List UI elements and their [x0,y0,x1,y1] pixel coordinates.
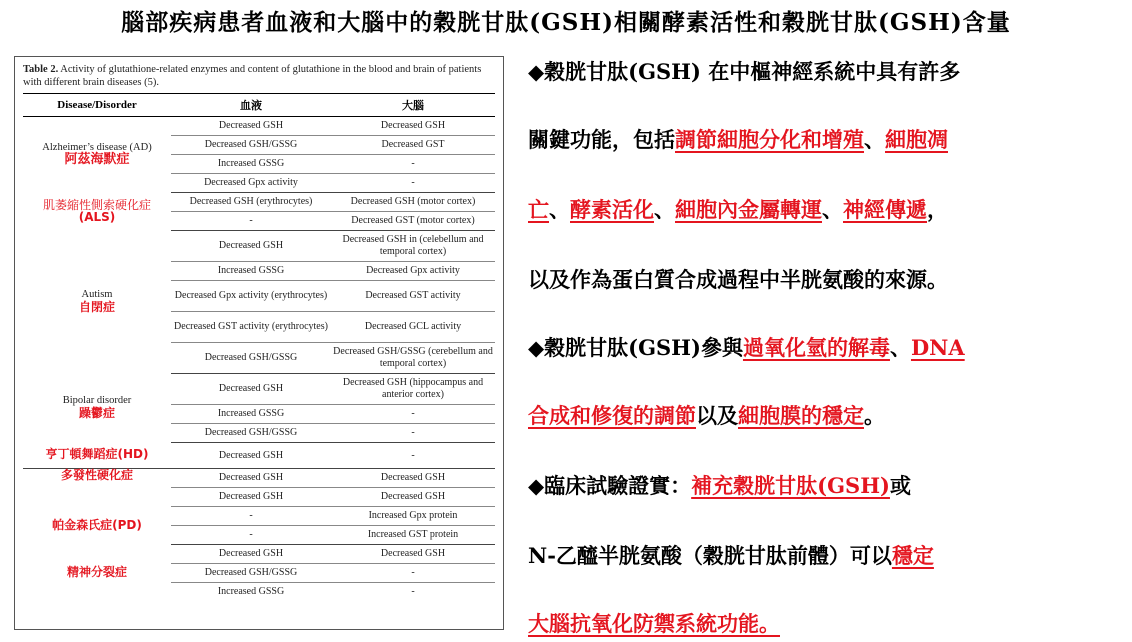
table-cell-brain: - [331,443,495,469]
disease-hd: 亨丁頓舞蹈症(HD) [23,443,171,469]
data-table [23,93,495,602]
table-cell-blood: Decreased GSH (erythrocytes) [171,193,331,212]
table-cell-brain: Decreased GSH/GSSG (cerebellum and temporal cortex) [331,343,495,374]
table-cell-brain: Decreased GSH [331,545,495,564]
table-cell-brain: - [331,424,495,443]
table-cell-brain: Decreased GSH in (celebellum and temporal cortex) [331,231,495,262]
highlight-enzyme-activation: 酵素活化 [570,197,654,222]
table-cell-brain: Decreased GST [331,136,495,155]
brain-disease-table [14,56,504,630]
highlight-membrane-stability: 細胞膜的穩定 [738,403,864,428]
table-cell-blood: Decreased GSH/GSSG [171,564,331,583]
table-caption [23,63,495,89]
table-cell-blood: Decreased GSH [171,545,331,564]
header-blood: 血液 [171,94,331,117]
table-cell-blood: Decreased GSH/GSSG [171,343,331,374]
table-cell-blood: - [171,212,331,231]
table-cell-blood: Increased GSSG [171,155,331,174]
table-cell-blood: Decreased GSH [171,488,331,507]
paragraph-3-line-3 [528,608,780,638]
table-cell-brain: Decreased GSH [331,117,495,136]
table-cell-brain: Decreased GSH (hippocampus and anterior cortex) [331,374,495,405]
table-cell-blood: Decreased GSH [171,443,331,469]
table-cell-blood: - [171,526,331,545]
table-cell-brain: Decreased GSH (motor cortex) [331,193,495,212]
table-cell-brain: Decreased GSH [331,469,495,488]
disease-alzheimers: Alzheimer’s disease (AD) 阿茲海默症 [42,142,152,168]
disease-pd: 帕金森氏症(PD) [52,517,142,532]
header-brain: 大腦 [331,94,495,117]
paragraph-1-line-3: 亡、酵素活化、細胞內金屬轉運、神經傳遞， [528,197,948,222]
disease-ms: 多發性硬化症 [60,468,133,482]
table-cell-blood: Decreased GSH [171,231,331,262]
table-cell-blood: Decreased GSH [171,117,331,136]
table-caption-label: Table 2. [23,64,59,75]
highlight-stabilize: 穩定 [891,543,934,568]
table-cell-blood: - [171,507,331,526]
highlight-dna: DNA [910,335,965,360]
disease-als: 肌萎縮性側索硬化症 (ALS) [42,197,151,224]
header-disease: Disease/Disorder [23,94,171,117]
table-cell-blood: Increased GSSG [171,262,331,281]
table-cell-blood: Decreased GSH/GSSG [171,136,331,155]
paragraph-1-line-1: ◆穀胱甘肽(GSH) 在中樞神經系統中具有許多 [528,59,961,84]
table-cell-blood: Decreased GSH [171,469,331,488]
disease-schizophrenia: 精神分裂症 [66,565,127,579]
table-cell-brain: - [331,564,495,583]
paragraph-3-line-1: ◆臨床試驗證實：補充穀胱甘肽(GSH)或 [528,473,911,498]
paragraph-1-line-4: 以及作為蛋白質合成過程中半胱氨酸的來源。 [528,267,948,292]
table-cell-blood: Decreased GST activity (erythrocytes) [171,312,331,343]
table-cell-blood: Decreased GSH/GSSG [171,424,331,443]
table-cell-brain: - [331,174,495,193]
disease-bipolar: Bipolar disorder 躁鬱症 [62,395,132,420]
table-cell-brain: - [331,155,495,174]
table-cell-blood: Increased GSSG [171,405,331,424]
table-cell-brain: Decreased GST (motor cortex) [331,212,495,231]
table-cell-brain: Increased GST protein [331,526,495,545]
table-cell-brain: Increased Gpx protein [331,507,495,526]
disease-autism-zh: 自閉症 [78,300,115,314]
table-cell-brain: Decreased GST activity [331,281,495,312]
table-cell-brain: Decreased GSH [331,488,495,507]
paragraph-2-line-2: 合成和修復的調節以及細胞膜的穩定。 [528,403,885,428]
table-cell-brain: Decreased GCL activity [331,312,495,343]
disease-alzheimers-zh: 阿茲海默症 [64,152,130,168]
table-cell-brain: - [331,405,495,424]
disease-autism: Autism 自閉症 [78,289,115,314]
table-cell-blood: Decreased Gpx activity (erythrocytes) [171,281,331,312]
page-title: 腦部疾病患者血液和大腦中的穀胱甘肽(GSH)相關酵素活性和穀胱甘肽(GSH)含量 [121,9,1011,36]
table-cell-blood: Increased GSSG [217,586,285,598]
highlight-apoptosis: 細胞凋 [885,127,948,152]
highlight-antioxidant-defense: 大腦抗氧化防禦系統功能。 [528,611,780,636]
paragraph-3-line-2: N-乙醯半胱氨酸（穀胱甘肽前體）可以穩定 [528,543,934,568]
table-cell-blood: Decreased Gpx activity [171,174,331,193]
paragraph-2-line-1: ◆穀胱甘肽(GSH)參與過氧化氫的解毒、DNA [528,335,965,360]
table-cell-brain: - [411,586,415,598]
table-caption-text: Activity of glutathione-related enzymes and content of glutathione in the blood and brain of patients with different brain diseases (5). [23,64,482,88]
highlight-cell-differentiation: 調節細胞分化和增殖 [675,127,864,152]
highlight-metal-transport: 細胞內金屬轉運 [675,197,822,222]
highlight-neurotransmission: 神經傳遞 [843,197,927,222]
paragraph-1-line-2: 關鍵功能，包括調節細胞分化和增殖、細胞凋 [528,127,948,152]
disease-bipolar-zh: 躁鬱症 [78,406,115,420]
table-cell-blood: Decreased GSH [171,374,331,405]
table-cell-brain: Decreased Gpx activity [331,262,495,281]
highlight-gsh-supplement: 補充穀胱甘肽(GSH) [691,473,890,498]
highlight-h2o2-detox: 過氧化氫的解毒 [742,335,890,360]
